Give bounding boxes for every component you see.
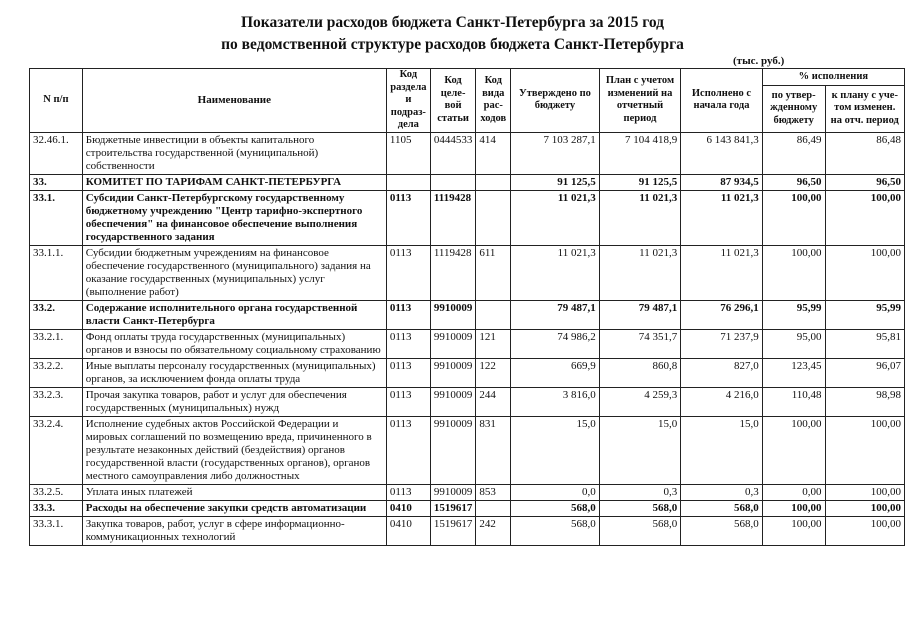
table-body	[30, 132, 905, 545]
row-pct-approved: 86,49	[762, 132, 825, 174]
row-executed: 6 143 841,3	[681, 132, 763, 174]
table-row	[30, 329, 905, 358]
row-vid: 831	[476, 416, 511, 484]
row-pct-approved: 0,00	[762, 484, 825, 500]
units-label: (тыс. руб.)	[733, 55, 785, 67]
table-row	[30, 132, 905, 174]
header-num: N п/п	[30, 69, 83, 133]
header-pct-plan: к плану с уче-том изменен. на отч. период	[825, 85, 904, 132]
row-plan: 0,3	[599, 484, 681, 500]
row-num: 33.2.2.	[30, 358, 83, 387]
table-row	[30, 484, 905, 500]
row-pct-approved: 100,00	[762, 516, 825, 545]
row-name: Фонд оплаты труда государственных (муниципальных) органов и взносы по обязательному социальному страхованию	[82, 329, 386, 358]
row-name: Бюджетные инвестиции в объекты капитального строительства государственной (муниципальной) собственности	[82, 132, 386, 174]
row-num: 33.3.1.	[30, 516, 83, 545]
row-plan: 568,0	[599, 500, 681, 516]
row-num: 33.3.	[30, 500, 83, 516]
header-vid: Код вида рас-ходов	[476, 69, 511, 133]
row-executed: 568,0	[681, 516, 763, 545]
row-plan: 74 351,7	[599, 329, 681, 358]
row-vid	[476, 174, 511, 190]
row-vid: 242	[476, 516, 511, 545]
row-plan: 568,0	[599, 516, 681, 545]
row-pct-plan: 100,00	[825, 484, 904, 500]
table-row	[30, 174, 905, 190]
row-statya: 9910009	[430, 300, 476, 329]
row-pct-plan: 96,50	[825, 174, 904, 190]
budget-table	[29, 68, 905, 546]
row-executed: 87 934,5	[681, 174, 763, 190]
row-statya: 0444533	[430, 132, 476, 174]
row-num: 33.2.4.	[30, 416, 83, 484]
table-row	[30, 300, 905, 329]
row-razdel: 0113	[386, 190, 430, 245]
row-pct-approved: 95,00	[762, 329, 825, 358]
row-statya: 1119428	[430, 245, 476, 300]
row-pct-plan: 86,48	[825, 132, 904, 174]
row-approved: 3 816,0	[511, 387, 600, 416]
row-pct-approved: 100,00	[762, 500, 825, 516]
row-vid: 121	[476, 329, 511, 358]
header-statya: Код целе-вой статьи	[430, 69, 476, 133]
row-approved: 7 103 287,1	[511, 132, 600, 174]
table-row	[30, 516, 905, 545]
row-plan: 4 259,3	[599, 387, 681, 416]
row-vid	[476, 300, 511, 329]
row-razdel: 0113	[386, 300, 430, 329]
row-executed: 11 021,3	[681, 245, 763, 300]
table-row	[30, 245, 905, 300]
row-pct-plan: 98,98	[825, 387, 904, 416]
row-vid: 414	[476, 132, 511, 174]
row-executed: 71 237,9	[681, 329, 763, 358]
row-num: 33.2.3.	[30, 387, 83, 416]
row-executed: 4 216,0	[681, 387, 763, 416]
row-executed: 76 296,1	[681, 300, 763, 329]
row-num: 33.1.1.	[30, 245, 83, 300]
header-percent-group: % исполнения	[762, 69, 904, 86]
row-pct-approved: 96,50	[762, 174, 825, 190]
row-approved: 669,9	[511, 358, 600, 387]
row-statya: 1519617	[430, 500, 476, 516]
row-vid: 122	[476, 358, 511, 387]
row-statya: 9910009	[430, 358, 476, 387]
header-pct-approved: по утвер-жденному бюджету	[762, 85, 825, 132]
row-num: 33.2.	[30, 300, 83, 329]
row-pct-plan: 100,00	[825, 190, 904, 245]
table-row	[30, 358, 905, 387]
row-pct-approved: 100,00	[762, 245, 825, 300]
row-pct-approved: 100,00	[762, 416, 825, 484]
row-statya: 1519617	[430, 516, 476, 545]
row-plan: 91 125,5	[599, 174, 681, 190]
row-razdel: 0113	[386, 358, 430, 387]
row-razdel: 0113	[386, 484, 430, 500]
row-approved: 74 986,2	[511, 329, 600, 358]
row-vid: 853	[476, 484, 511, 500]
header-approved: Утверждено по бюджету	[511, 69, 600, 133]
row-num: 33.	[30, 174, 83, 190]
row-approved: 0,0	[511, 484, 600, 500]
row-razdel	[386, 174, 430, 190]
header-row	[30, 69, 905, 86]
row-name: КОМИТЕТ ПО ТАРИФАМ САНКТ-ПЕТЕРБУРГА	[82, 174, 386, 190]
row-plan: 860,8	[599, 358, 681, 387]
row-pct-approved: 110,48	[762, 387, 825, 416]
row-statya: 9910009	[430, 329, 476, 358]
row-vid	[476, 500, 511, 516]
row-vid	[476, 190, 511, 245]
row-razdel: 0113	[386, 416, 430, 484]
row-statya: 9910009	[430, 416, 476, 484]
table-row	[30, 190, 905, 245]
row-vid: 244	[476, 387, 511, 416]
row-name: Субсидии бюджетным учреждениям на финансовое обеспечение государственного (муниципального) задания на оказание государственных (муниципальных) услуг (выполнение работ)	[82, 245, 386, 300]
row-statya: 9910009	[430, 387, 476, 416]
row-name: Содержание исполнительного органа государственной власти Санкт-Петербурга	[82, 300, 386, 329]
row-plan: 79 487,1	[599, 300, 681, 329]
table-row	[30, 416, 905, 484]
row-pct-plan: 96,07	[825, 358, 904, 387]
row-razdel: 0113	[386, 245, 430, 300]
row-approved: 91 125,5	[511, 174, 600, 190]
row-num: 33.1.	[30, 190, 83, 245]
row-approved: 568,0	[511, 516, 600, 545]
header-razdel: Код раздела и подраз-дела	[386, 69, 430, 133]
row-name: Уплата иных платежей	[82, 484, 386, 500]
row-statya: 9910009	[430, 484, 476, 500]
row-pct-plan: 95,81	[825, 329, 904, 358]
row-vid: 611	[476, 245, 511, 300]
row-pct-plan: 100,00	[825, 245, 904, 300]
row-executed: 11 021,3	[681, 190, 763, 245]
row-pct-plan: 100,00	[825, 416, 904, 484]
row-statya	[430, 174, 476, 190]
row-executed: 15,0	[681, 416, 763, 484]
table-row	[30, 387, 905, 416]
row-executed: 568,0	[681, 500, 763, 516]
row-pct-plan: 100,00	[825, 500, 904, 516]
row-pct-approved: 95,99	[762, 300, 825, 329]
header-executed: Исполнено с начала года	[681, 69, 763, 133]
row-razdel: 0410	[386, 500, 430, 516]
row-name: Закупка товаров, работ, услуг в сфере информационно-коммуникационных технологий	[82, 516, 386, 545]
row-approved: 11 021,3	[511, 245, 600, 300]
row-approved: 79 487,1	[511, 300, 600, 329]
report-title: Показатели расходов бюджета Санкт-Петербурга за 2015 год	[240, 14, 665, 31]
row-statya: 1119428	[430, 190, 476, 245]
row-name: Прочая закупка товаров, работ и услуг для обеспечения государственных (муниципальных) нужд	[82, 387, 386, 416]
row-plan: 15,0	[599, 416, 681, 484]
report-subtitle: по ведомственной структуре расходов бюджета Санкт-Петербурга	[221, 36, 684, 53]
row-razdel: 1105	[386, 132, 430, 174]
row-approved: 568,0	[511, 500, 600, 516]
table-row	[30, 500, 905, 516]
row-name: Иные выплаты персоналу государственных (муниципальных) органов, за исключением фонда оплаты труда	[82, 358, 386, 387]
row-executed: 0,3	[681, 484, 763, 500]
row-approved: 15,0	[511, 416, 600, 484]
row-num: 33.2.5.	[30, 484, 83, 500]
row-razdel: 0410	[386, 516, 430, 545]
row-plan: 11 021,3	[599, 245, 681, 300]
row-name: Субсидии Санкт-Петербургскому государственному бюджетному учреждению "Центр тарифно-экспертного обеспечения" на финансовое обеспечение выполнения государственного задания	[82, 190, 386, 245]
row-num: 32.46.1.	[30, 132, 83, 174]
row-razdel: 0113	[386, 387, 430, 416]
row-plan: 7 104 418,9	[599, 132, 681, 174]
header-name: Наименование	[82, 69, 386, 133]
row-pct-approved: 123,45	[762, 358, 825, 387]
row-pct-plan: 100,00	[825, 516, 904, 545]
row-razdel: 0113	[386, 329, 430, 358]
row-plan: 11 021,3	[599, 190, 681, 245]
row-num: 33.2.1.	[30, 329, 83, 358]
row-approved: 11 021,3	[511, 190, 600, 245]
row-pct-plan: 95,99	[825, 300, 904, 329]
row-pct-approved: 100,00	[762, 190, 825, 245]
row-name: Исполнение судебных актов Российской Федерации и мировых соглашений по возмещению вреда, причиненного в результате незаконных действий (бездействия) органов государственной власти (государственных органов), органов местного самоуправления либо должностных	[82, 416, 386, 484]
header-plan: План с учетом изменений на отчетный период	[599, 69, 681, 133]
row-name: Расходы на обеспечение закупки средств автоматизации	[82, 500, 386, 516]
row-executed: 827,0	[681, 358, 763, 387]
